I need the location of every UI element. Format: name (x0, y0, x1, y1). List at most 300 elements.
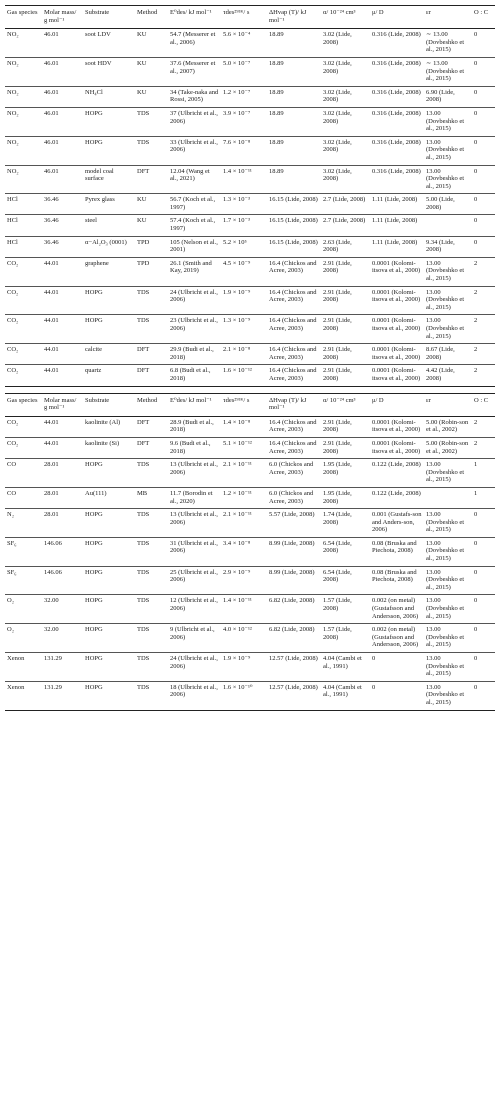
cell-hvap: 18.89 (269, 167, 284, 175)
cell-eps: 6.90 (Lide, 2008) (426, 88, 455, 104)
cell-mass: 46.01 (44, 88, 59, 96)
cell-mu: 0.316 (Lide, 2008) (372, 88, 421, 96)
cell-method: DFT (137, 346, 150, 354)
cell-alpha: 6.54 (Lide, 2008) (323, 568, 352, 584)
cell-eps: 13.00 (Dovbeshko et al., 2015) (426, 138, 465, 161)
table-row (5, 509, 495, 538)
cell-substrate: HOPG (85, 655, 103, 662)
cell-method: TDS (137, 138, 150, 146)
cell-tau: 4.0 × 10⁻¹² (223, 626, 252, 634)
cell-substrate: HOPG (85, 511, 103, 519)
cell-gas: CO₂ (7, 346, 19, 354)
cell-tau: 1.6 × 10⁻¹² (223, 367, 252, 375)
cell-edes: 33 (Ulbricht et al., 2006) (170, 138, 218, 154)
cell-tau: 5.0 × 10⁻⁷ (223, 59, 251, 67)
table-row (5, 624, 495, 653)
cell-tau: 1.9 × 10⁻⁹ (223, 288, 251, 296)
cell-edes: 56.7 (Koch et al., 1997) (170, 196, 216, 211)
cell-gas: Xenon (7, 655, 25, 662)
cell-substrate: steel (85, 217, 97, 225)
cell-method: TDS (137, 109, 150, 117)
cell-gas: HCl (7, 196, 18, 204)
cell-tau: 7.6 × 10⁻⁸ (223, 138, 251, 146)
cell-gas: Xenon (7, 683, 25, 691)
cell-alpha: 2.91 (Lide, 2008) (323, 367, 352, 382)
cell-alpha: 3.02 (Lide, 2008) (323, 31, 352, 46)
cell-edes: 26.1 (Smith and Kay, 2019) (170, 259, 212, 275)
table-row (5, 136, 495, 165)
cell-eps (424, 487, 472, 508)
cell-mass: 146.06 (44, 539, 62, 547)
cell-gas: CO₂ (7, 288, 19, 296)
cell-tau: 3.9 × 10⁻⁷ (223, 109, 251, 117)
table-row (5, 537, 495, 566)
header-oc: O : C (474, 396, 489, 404)
cell-hvap: 16.4 (Chickos and Acree, 2003) (269, 259, 317, 275)
cell-substrate: HOPG (85, 138, 103, 146)
cell-mass: 146.06 (44, 568, 62, 576)
cell-eps: 13.00 (Dovbeshko et al., 2015) (426, 539, 465, 563)
table-row (5, 107, 495, 136)
cell-alpha: 4.04 (Cambi et al., 1991) (323, 655, 362, 670)
cell-oc: 2 (474, 288, 478, 296)
cell-mu: 0 (372, 655, 376, 662)
cell-oc: 2 (474, 367, 478, 375)
cell-substrate: model coal surface (85, 167, 114, 183)
cell-edes: 28.9 (Budi et al., 2018) (170, 418, 214, 434)
cell-edes: 9.6 (Budi et al., 2018) (170, 439, 211, 455)
table-row (5, 86, 495, 107)
cell-mass: 46.01 (44, 31, 59, 39)
cell-oc: 0 (474, 597, 478, 605)
cell-mu: 0.001 (Gustafs-son and Anders-son, 2006) (372, 511, 422, 534)
header-mu: μ/ D (372, 9, 384, 16)
cell-gas: CO (7, 461, 17, 469)
cell-edes: 12.04 (Wang et al., 2021) (170, 167, 210, 183)
cell-eps: 13.00 (Dovbeshko et al., 2015) (426, 317, 465, 340)
cell-method: TDS (137, 461, 150, 469)
cell-edes: 9 (Ulbricht et al., 2006) (170, 626, 215, 641)
cell-oc: 2 (474, 317, 478, 325)
cell-substrate: HOPG (85, 626, 103, 634)
cell-tau: 2.1 × 10⁻¹¹ (223, 461, 252, 469)
cell-oc: 0 (474, 511, 478, 519)
cell-oc: 2 (474, 418, 478, 426)
cell-substrate: HOPG (85, 109, 103, 117)
cell-hvap: 16.15 (Lide, 2008) (269, 217, 318, 225)
cell-substrate: HOPG (85, 683, 103, 691)
header-edes: E⁰des/ kJ mol⁻¹ (170, 9, 212, 16)
cell-eps: 13.00 (Dovbeshko et al., 2015) (426, 626, 465, 649)
cell-mu: 0.002 (on metal) (Gustafsson and Andersson, 2006) (372, 626, 419, 649)
table-row (5, 653, 495, 682)
cell-eps: 9.34 (Lide, 2008) (426, 238, 455, 254)
cell-mass: 131.29 (44, 683, 62, 691)
cell-tau: 2.1 × 10⁻¹¹ (223, 511, 252, 519)
cell-hvap: 18.89 (269, 59, 284, 67)
cell-mu: 0.316 (Lide, 2008) (372, 31, 421, 39)
cell-eps: 13.00 (Dovbeshko et al., 2015) (426, 511, 465, 534)
table-row (5, 236, 495, 257)
cell-tau: 1.3 × 10⁻⁹ (223, 317, 251, 325)
table-row (5, 315, 495, 344)
cell-edes: 34 (Take-naka and Rossi, 2005) (170, 88, 219, 104)
cell-mu: 0.122 (Lide, 2008) (372, 489, 421, 497)
cell-hvap: 18.89 (269, 31, 284, 39)
cell-hvap: 8.99 (Lide, 2008) (269, 539, 315, 547)
cell-oc: 0 (474, 626, 478, 634)
cell-edes: 18 (Ulbricht et al., 2006) (170, 683, 218, 699)
cell-gas: HCl (7, 217, 18, 225)
cell-oc: 1 (474, 489, 478, 497)
cell-eps: 5.00 (Lide, 2008) (426, 196, 455, 211)
cell-oc: 2 (474, 346, 478, 354)
cell-substrate: NH₄Cl (85, 88, 103, 96)
header-substrate: Substrate (85, 396, 110, 404)
header-mu: μ/ D (372, 396, 384, 404)
cell-tau: 1.3 × 10⁻³ (223, 196, 250, 204)
cell-method: DFT (137, 367, 150, 375)
cell-alpha: 2.91 (Lide, 2008) (323, 439, 352, 455)
header-eps: εr (426, 396, 431, 404)
cell-alpha: 3.02 (Lide, 2008) (323, 59, 352, 75)
cell-edes: 54.7 (Messerer et al., 2006) (170, 31, 216, 46)
cell-eps: 5.00 (Robin-son et al., 2002) (426, 418, 469, 434)
header-edes: E⁰des/ kJ mol⁻¹ (170, 396, 212, 404)
cell-edes: 25 (Ulbricht et al., 2006) (170, 568, 218, 584)
cell-mass: 46.01 (44, 109, 59, 117)
cell-method: TDS (137, 626, 150, 634)
table-row (5, 165, 495, 194)
cell-mu: 1.11 (Lide, 2008) (372, 196, 418, 204)
cell-oc: 0 (474, 59, 478, 67)
cell-alpha: 2.91 (Lide, 2008) (323, 418, 352, 434)
cell-alpha: 3.02 (Lide, 2008) (323, 109, 352, 125)
cell-hvap: 16.15 (Lide, 2008) (269, 238, 318, 246)
cell-alpha: 2.91 (Lide, 2008) (323, 259, 352, 275)
cell-mass: 44.01 (44, 418, 59, 426)
header-mass: Molar mass/ g mol⁻¹ (44, 396, 77, 412)
table-row (5, 344, 495, 365)
cell-substrate: kaolinite (Si) (85, 439, 120, 447)
header-gas: Gas species (7, 396, 38, 404)
cell-mu: 0.316 (Lide, 2008) (372, 167, 421, 175)
cell-edes: 29.9 (Budi et al., 2018) (170, 346, 214, 361)
cell-oc: 0 (474, 167, 478, 175)
cell-tau: 2.9 × 10⁻⁹ (223, 568, 251, 576)
cell-substrate: HOPG (85, 288, 103, 296)
cell-gas: NO₂ (7, 31, 19, 39)
cell-tau: 3.4 × 10⁻⁸ (223, 539, 251, 547)
cell-method: DFT (137, 167, 150, 175)
cell-hvap: 16.15 (Lide, 2008) (269, 196, 318, 204)
cell-substrate: HOPG (85, 317, 103, 325)
cell-gas: SF₆ (7, 539, 17, 547)
cell-alpha: 1.95 (Lide, 2008) (323, 461, 352, 476)
header-tau: τdes²⁹³ᴷ/ s (223, 396, 250, 404)
cell-gas: CO₂ (7, 418, 19, 426)
cell-edes: 31 (Ulbricht et al., 2006) (170, 539, 218, 555)
cell-gas: O₂ (7, 626, 14, 634)
cell-oc: 0 (474, 568, 478, 576)
cell-tau: 5.1 × 10⁻¹² (223, 439, 252, 447)
cell-gas: NO₂ (7, 88, 19, 96)
cell-gas: NO₂ (7, 59, 19, 67)
cell-hvap: 6.82 (Lide, 2008) (269, 626, 315, 634)
header-tau: τdes²⁹³ᴷ/ s (223, 9, 250, 16)
cell-method: KU (137, 196, 147, 204)
cell-hvap: 16.4 (Chickos and Acree, 2003) (269, 288, 317, 304)
cell-mass: 44.01 (44, 288, 59, 296)
cell-alpha: 6.54 (Lide, 2008) (323, 539, 352, 555)
header-alpha: α/ 10⁻²⁴ cm³ (323, 396, 356, 404)
header-mass: Molar mass/ g mol⁻¹ (44, 9, 77, 24)
header-alpha: α/ 10⁻²⁴ cm³ (323, 9, 356, 16)
table-row (5, 437, 495, 458)
cell-gas: NO₂ (7, 138, 19, 146)
cell-substrate: graphene (85, 259, 109, 267)
cell-hvap: 6.82 (Lide, 2008) (269, 597, 315, 605)
cell-substrate: soot LDV (85, 31, 111, 39)
cell-edes: 11.7 (Borodin et al., 2020) (170, 489, 213, 505)
cell-edes: 6.8 (Budi et al., 2018) (170, 367, 211, 382)
table-header-row (5, 6, 495, 29)
cell-mass: 44.01 (44, 259, 59, 267)
cell-eps: 13.00 (Dovbeshko et al., 2015) (426, 461, 465, 484)
cell-method: DFT (137, 418, 150, 426)
cell-alpha: 3.02 (Lide, 2008) (323, 138, 352, 154)
cell-mass: 46.01 (44, 167, 59, 175)
cell-mass: 46.01 (44, 138, 59, 146)
cell-edes: 37 (Ulbricht et al., 2006) (170, 109, 218, 125)
table-row (5, 286, 495, 315)
cell-hvap: 8.99 (Lide, 2008) (269, 568, 315, 576)
table-row (5, 487, 495, 508)
cell-tau: 1.4 × 10⁻¹¹ (223, 167, 252, 175)
cell-edes: 105 (Nelson et al., 2001) (170, 238, 218, 254)
cell-oc: 0 (474, 31, 478, 39)
cell-method: TDS (137, 597, 150, 605)
cell-eps: ∼ 13.00 (Dovbeshko et al., 2015) (426, 31, 465, 54)
table-row (5, 365, 495, 386)
cell-mass: 131.29 (44, 655, 62, 662)
cell-hvap: 16.4 (Chickos and Acree, 2003) (269, 418, 317, 434)
cell-mu: 0.0001 (Kolomi-itsova et al., 2000) (372, 259, 421, 275)
cell-gas: CO₂ (7, 367, 19, 375)
cell-oc: 0 (474, 217, 478, 225)
cell-mass: 44.01 (44, 317, 59, 325)
cell-mu: 0 (372, 683, 376, 691)
cell-substrate: calcite (85, 346, 102, 354)
header-oc: O : C (474, 9, 489, 16)
cell-edes: 13 (Ulbricht et al., 2006) (170, 511, 218, 526)
table-row (5, 595, 495, 624)
cell-mass: 32.00 (44, 597, 59, 605)
cell-mu: 0.0001 (Kolomi-itsova et al., 2000) (372, 288, 421, 304)
cell-alpha: 4.04 (Cambi et al., 1991) (323, 683, 362, 699)
cell-oc: 0 (474, 655, 478, 662)
cell-edes: 12 (Ulbricht et al., 2006) (170, 597, 218, 613)
cell-gas: HCl (7, 238, 18, 246)
cell-method: TDS (137, 288, 150, 296)
table-row (5, 566, 495, 595)
cell-method: TDS (137, 683, 150, 691)
cell-method: TPD (137, 259, 150, 267)
cell-method: TDS (137, 655, 150, 662)
cell-alpha: 2.63 (Lide, 2008) (323, 238, 352, 254)
cell-tau: 5.2 × 10⁵ (223, 238, 247, 246)
header-hvap: ΔHvap (T)/ kJ mol⁻¹ (269, 396, 307, 412)
cell-tau: 4.5 × 10⁻⁹ (223, 259, 251, 267)
cell-mu: 1.11 (Lide, 2008) (372, 217, 418, 225)
table-body-part1 (5, 29, 495, 386)
cell-edes: 24 (Ulbricht et al., 2006) (170, 655, 218, 670)
cell-oc: 0 (474, 238, 478, 246)
cell-oc: 1 (474, 461, 478, 469)
cell-alpha: 2.7 (Lide, 2008) (323, 196, 366, 204)
cell-hvap: 5.57 (Lide, 2008) (269, 511, 315, 519)
cell-hvap: 16.4 (Chickos and Acree, 2003) (269, 346, 317, 361)
cell-oc: 0 (474, 109, 478, 117)
table-row (5, 215, 495, 236)
cell-substrate: soot HDV (85, 59, 112, 67)
cell-mu: 0.316 (Lide, 2008) (372, 109, 421, 117)
table-header-row (5, 393, 495, 416)
cell-mass: 28.01 (44, 461, 59, 469)
cell-mu: 0.0001 (Kolomi-itsova et al., 2000) (372, 418, 421, 434)
cell-alpha: 1.57 (Lide, 2008) (323, 626, 352, 641)
cell-hvap: 12.57 (Lide, 2008) (269, 683, 318, 691)
cell-mass: 46.01 (44, 59, 59, 67)
table-body-part2 (5, 416, 495, 710)
cell-substrate: HOPG (85, 539, 103, 547)
cell-mass: 36.46 (44, 217, 59, 225)
cell-edes: 37.6 (Messerer et al., 2007) (170, 59, 216, 75)
cell-substrate: HOPG (85, 461, 103, 469)
cell-substrate: kaolinite (Al) (85, 418, 121, 426)
cell-mu: 0.08 (Bruska and Piechota, 2008) (372, 539, 417, 555)
cell-alpha: 1.57 (Lide, 2008) (323, 597, 352, 613)
table-row (5, 194, 495, 215)
cell-mass: 36.46 (44, 238, 59, 246)
cell-mu: 0.122 (Lide, 2008) (372, 461, 421, 469)
cell-mu: 0.002 (on metal) (Gustafsson and Andersson, 2006) (372, 597, 419, 620)
cell-tau: 1.2 × 10⁻¹¹ (223, 489, 252, 497)
cell-eps: 4.42 (Lide, 2008) (426, 367, 455, 382)
cell-mass: 44.01 (44, 367, 59, 375)
cell-method: KU (137, 31, 147, 39)
cell-eps: 8.67 (Lide, 2008) (426, 346, 455, 361)
cell-oc: 0 (474, 88, 478, 96)
cell-hvap: 12.57 (Lide, 2008) (269, 655, 318, 662)
cell-eps: 13.00 (Dovbeshko et al., 2015) (426, 288, 465, 311)
cell-hvap: 6.0 (Chickos and Acree, 2003) (269, 489, 314, 505)
cell-alpha: 1.95 (Lide, 2008) (323, 489, 352, 505)
cell-substrate: Au(111) (85, 489, 107, 497)
cell-method: KU (137, 88, 147, 96)
cell-hvap: 18.89 (269, 138, 284, 146)
cell-tau: 5.6 × 10⁻⁴ (223, 31, 251, 39)
cell-gas: CO₂ (7, 259, 19, 267)
cell-oc: 0 (474, 138, 478, 146)
cell-substrate: HOPG (85, 597, 103, 605)
cell-eps: 13.00 (Dovbeshko et al., 2015) (426, 655, 465, 678)
cell-gas: SF₆ (7, 568, 17, 576)
cell-substrate: α−Al₂O₃ (0001) (85, 238, 127, 246)
cell-substrate: HOPG (85, 568, 103, 576)
header-method: Method (137, 396, 158, 404)
cell-eps: 13.00 (Dovbeshko et al., 2015) (426, 109, 465, 133)
cell-mu: 0.0001 (Kolomi-itsova et al., 2000) (372, 317, 421, 332)
cell-eps: 13.00 (Dovbeshko et al., 2015) (426, 568, 465, 591)
cell-mass: 28.01 (44, 511, 59, 519)
cell-mu: 0.316 (Lide, 2008) (372, 138, 421, 146)
cell-oc: 2 (474, 259, 478, 267)
cell-tau: 1.2 × 10⁻⁷ (223, 88, 251, 96)
cell-alpha: 1.74 (Lide, 2008) (323, 511, 352, 526)
cell-alpha: 3.02 (Lide, 2008) (323, 88, 352, 104)
cell-hvap: 16.4 (Chickos and Acree, 2003) (269, 317, 317, 332)
desorption-table-part2 (5, 393, 495, 711)
cell-method: MB (137, 489, 148, 497)
cell-mu: 0.0001 (Kolomi-itsova et al., 2000) (372, 346, 421, 361)
cell-gas: N₂ (7, 511, 14, 519)
cell-tau: 1.7 × 10⁻³ (223, 217, 250, 225)
cell-gas: NO₂ (7, 109, 19, 117)
cell-mass: 32.00 (44, 626, 59, 634)
cell-mass: 44.01 (44, 346, 59, 354)
cell-edes: 24 (Ulbricht et al., 2006) (170, 288, 218, 304)
cell-mu: 1.11 (Lide, 2008) (372, 238, 418, 246)
cell-oc: 0 (474, 683, 478, 691)
cell-gas: NO₂ (7, 167, 19, 175)
cell-hvap: 18.89 (269, 88, 284, 96)
cell-alpha: 2.91 (Lide, 2008) (323, 346, 352, 361)
table-row (5, 459, 495, 488)
cell-alpha: 2.7 (Lide, 2008) (323, 217, 366, 225)
cell-substrate: Pyrex glass (85, 196, 115, 204)
cell-oc: 0 (474, 196, 478, 204)
cell-gas: CO₂ (7, 317, 19, 325)
cell-tau: 1.4 × 10⁻⁸ (223, 418, 251, 426)
cell-method: TDS (137, 539, 150, 547)
table-row (5, 29, 495, 58)
cell-gas: O₂ (7, 597, 14, 605)
header-gas: Gas species (7, 9, 38, 16)
desorption-table-part1 (5, 5, 495, 387)
cell-tau: 1.9 × 10⁻⁹ (223, 655, 251, 662)
cell-gas: CO₂ (7, 439, 19, 447)
cell-edes: 23 (Ulbricht et al., 2006) (170, 317, 218, 332)
table-row (5, 681, 495, 710)
cell-edes: 57.4 (Koch et al., 1997) (170, 217, 216, 233)
cell-hvap: 18.89 (269, 109, 284, 117)
table-row (5, 257, 495, 286)
cell-mass: 36.46 (44, 196, 59, 204)
cell-method: TDS (137, 317, 150, 325)
cell-tau: 1.4 × 10⁻¹¹ (223, 597, 252, 605)
cell-hvap: 16.4 (Chickos and Acree, 2003) (269, 439, 317, 455)
table-row (5, 416, 495, 437)
cell-alpha: 3.02 (Lide, 2008) (323, 167, 352, 183)
cell-method: KU (137, 217, 147, 225)
cell-hvap: 16.4 (Chickos and Acree, 2003) (269, 367, 317, 382)
cell-alpha: 2.91 (Lide, 2008) (323, 288, 352, 304)
cell-method: TPD (137, 238, 150, 246)
cell-tau: 2.1 × 10⁻⁸ (223, 346, 251, 354)
header-substrate: Substrate (85, 9, 110, 16)
cell-eps (424, 215, 472, 236)
